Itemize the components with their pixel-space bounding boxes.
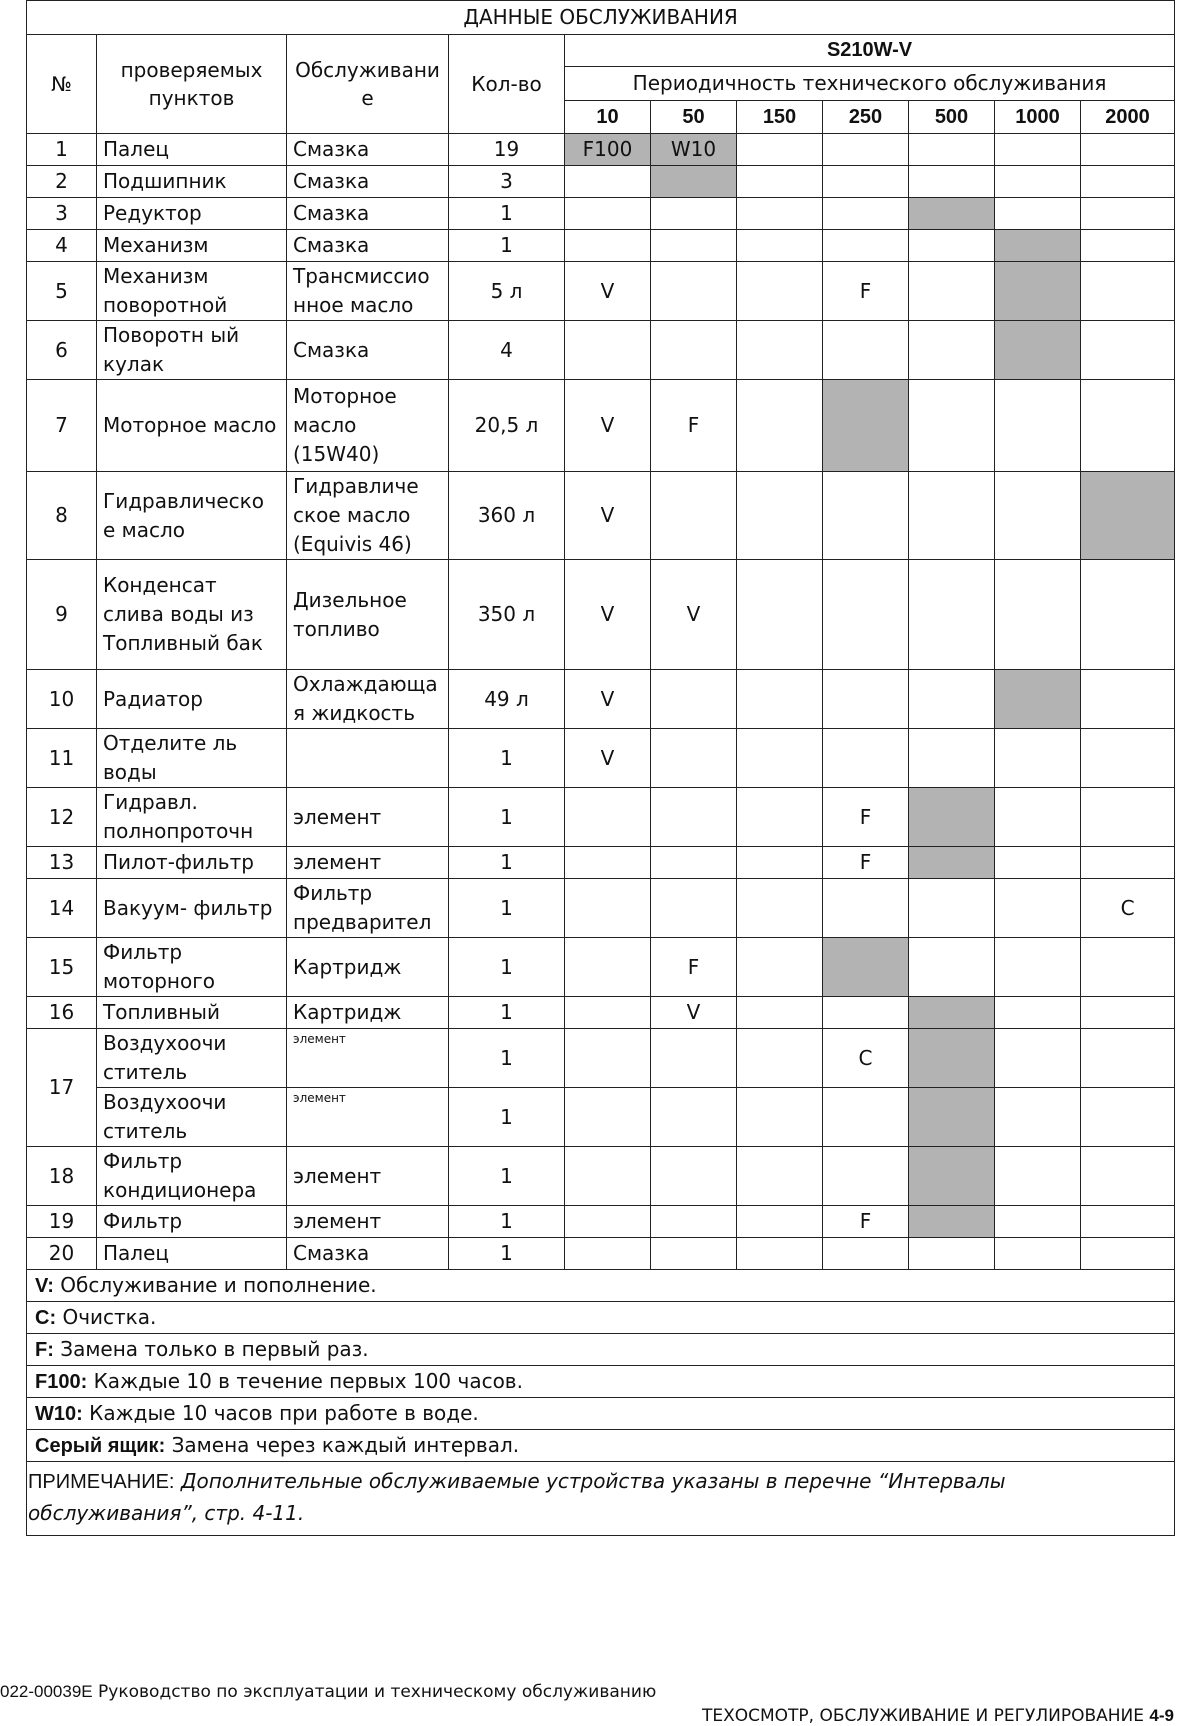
interval-cell <box>737 262 823 321</box>
interval-cell <box>1081 1238 1175 1270</box>
interval-header: 150 <box>737 101 823 134</box>
table-row <box>27 1238 1175 1270</box>
row-number: 12 <box>27 788 97 847</box>
interval-cell: V <box>565 472 651 560</box>
table-title: ДАННЫЕ ОБСЛУЖИВАНИЯ <box>27 1 1175 35</box>
interval-cell <box>565 879 651 938</box>
row-qty: 1 <box>449 997 565 1029</box>
table-row <box>27 321 1175 380</box>
row-qty: 1 <box>449 198 565 230</box>
interval-cell <box>565 230 651 262</box>
note-key: ПРИМЕЧАНИЕ: <box>28 1471 175 1493</box>
row-item: Воздухоочи ститель <box>97 1088 287 1147</box>
interval-cell <box>565 847 651 879</box>
table-row <box>27 198 1175 230</box>
table-row <box>27 997 1175 1029</box>
row-qty: 360 л <box>449 472 565 560</box>
row-qty: 1 <box>449 1238 565 1270</box>
legend-row <box>27 1398 1175 1430</box>
interval-cell <box>909 788 995 847</box>
interval-cell <box>995 879 1081 938</box>
interval-cell <box>995 1147 1081 1206</box>
interval-cell <box>995 472 1081 560</box>
interval-cell <box>995 1029 1081 1088</box>
row-qty: 5 л <box>449 262 565 321</box>
interval-cell <box>737 879 823 938</box>
row-item: Отделите ль воды <box>97 729 287 788</box>
interval-cell <box>565 1238 651 1270</box>
row-service: Охлаждающа я жидкость <box>287 670 449 729</box>
interval-cell <box>565 321 651 380</box>
interval-cell <box>1081 230 1175 262</box>
interval-cell: V <box>651 560 737 670</box>
interval-cell <box>737 997 823 1029</box>
interval-cell: W10 <box>651 134 737 166</box>
interval-cell <box>737 380 823 472</box>
row-number: 4 <box>27 230 97 262</box>
interval-cell <box>651 166 737 198</box>
interval-cell <box>651 1029 737 1088</box>
interval-cell <box>995 1088 1081 1147</box>
row-service: Дизельное топливо <box>287 560 449 670</box>
row-item: Палец <box>97 1238 287 1270</box>
legend-text: Очистка. <box>56 1304 157 1329</box>
maintenance-document <box>26 0 1174 1536</box>
table-row <box>27 847 1175 879</box>
legend-row <box>27 1302 1175 1334</box>
row-item: Гидравл. полнопроточн <box>97 788 287 847</box>
row-number: 18 <box>27 1147 97 1206</box>
legend-text: Замена только в первый раз. <box>53 1336 369 1361</box>
interval-cell <box>909 1088 995 1147</box>
model-header: S210W-V <box>565 35 1175 67</box>
row-number: 7 <box>27 380 97 472</box>
interval-cell <box>995 560 1081 670</box>
row-service: Трансмиссио нное масло <box>287 262 449 321</box>
interval-cell <box>823 1147 909 1206</box>
row-item: Радиатор <box>97 670 287 729</box>
interval-cell <box>823 166 909 198</box>
interval-cell <box>1081 788 1175 847</box>
table-row <box>27 380 1175 472</box>
row-qty: 1 <box>449 1088 565 1147</box>
interval-cell <box>651 321 737 380</box>
row-number: 16 <box>27 997 97 1029</box>
row-number: 10 <box>27 670 97 729</box>
legend-row <box>27 1334 1175 1366</box>
footer-page-number: 4-9 <box>1149 1706 1174 1725</box>
legend-row <box>27 1270 1175 1302</box>
row-item: Воздухоочи ститель <box>97 1029 287 1088</box>
table-row <box>27 729 1175 788</box>
row-number: 6 <box>27 321 97 380</box>
row-number: 3 <box>27 198 97 230</box>
interval-cell: V <box>565 560 651 670</box>
interval-header: 50 <box>651 101 737 134</box>
interval-cell <box>737 321 823 380</box>
table-row <box>27 1147 1175 1206</box>
row-qty: 350 л <box>449 560 565 670</box>
legend-key: F: <box>35 1338 54 1361</box>
interval-cell: F <box>823 1206 909 1238</box>
interval-cell <box>823 670 909 729</box>
interval-cell <box>651 1206 737 1238</box>
row-qty: 3 <box>449 166 565 198</box>
interval-header: 10 <box>565 101 651 134</box>
interval-cell <box>823 879 909 938</box>
row-number: 2 <box>27 166 97 198</box>
row-item: Фильтр <box>97 1206 287 1238</box>
interval-cell <box>1081 134 1175 166</box>
row-item: Гидравлическо е масло <box>97 472 287 560</box>
interval-cell <box>651 1088 737 1147</box>
row-item: Редуктор <box>97 198 287 230</box>
interval-cell <box>909 134 995 166</box>
interval-header: 250 <box>823 101 909 134</box>
interval-cell <box>737 166 823 198</box>
row-service: Картридж <box>287 997 449 1029</box>
interval-cell <box>995 134 1081 166</box>
interval-cell <box>1081 1147 1175 1206</box>
footer-section: ТЕХОСМОТР, ОБСЛУЖИВАНИЕ И РЕГУЛИРОВАНИЕ <box>701 1706 1145 1726</box>
interval-cell <box>823 997 909 1029</box>
interval-cell <box>995 729 1081 788</box>
interval-cell <box>565 788 651 847</box>
interval-cell <box>1081 670 1175 729</box>
row-qty: 1 <box>449 879 565 938</box>
interval-cell: F100 <box>565 134 651 166</box>
row-item: Фильтр кондиционера <box>97 1147 287 1206</box>
interval-cell <box>909 230 995 262</box>
note-row <box>27 1462 1175 1536</box>
row-item: Топливный <box>97 997 287 1029</box>
table-row <box>27 472 1175 560</box>
table-row <box>27 788 1175 847</box>
row-item: Механизм <box>97 230 287 262</box>
row-number: 11 <box>27 729 97 788</box>
row-qty: 19 <box>449 134 565 166</box>
table-row <box>27 1206 1175 1238</box>
interval-cell: C <box>1081 879 1175 938</box>
interval-cell <box>651 472 737 560</box>
interval-cell <box>995 997 1081 1029</box>
interval-cell <box>651 1238 737 1270</box>
interval-cell <box>995 1206 1081 1238</box>
interval-cell <box>1081 166 1175 198</box>
legend-row <box>27 1366 1175 1398</box>
col-header-qty: Кол-во <box>449 35 565 134</box>
interval-cell <box>565 938 651 997</box>
interval-cell <box>909 1029 995 1088</box>
row-number: 9 <box>27 560 97 670</box>
interval-cell <box>995 198 1081 230</box>
row-service: элемент <box>287 1029 449 1088</box>
legend-key: F100: <box>35 1370 88 1393</box>
row-qty: 1 <box>449 1147 565 1206</box>
row-qty: 1 <box>449 938 565 997</box>
interval-cell <box>909 166 995 198</box>
interval-cell <box>737 560 823 670</box>
row-service: элемент <box>287 1147 449 1206</box>
interval-cell <box>909 560 995 670</box>
row-service: элемент <box>287 788 449 847</box>
interval-cell: V <box>565 729 651 788</box>
interval-cell <box>823 560 909 670</box>
interval-cell <box>737 134 823 166</box>
row-qty: 1 <box>449 847 565 879</box>
interval-cell <box>737 788 823 847</box>
interval-cell <box>995 380 1081 472</box>
row-qty: 49 л <box>449 670 565 729</box>
interval-cell <box>1081 1088 1175 1147</box>
table-row <box>27 670 1175 729</box>
row-qty: 1 <box>449 788 565 847</box>
interval-cell <box>1081 321 1175 380</box>
row-service: Фильтр предварител <box>287 879 449 938</box>
interval-cell <box>909 1206 995 1238</box>
interval-cell: F <box>823 262 909 321</box>
row-qty: 1 <box>449 1206 565 1238</box>
table-row <box>27 262 1175 321</box>
interval-cell <box>909 1238 995 1270</box>
row-number: 8 <box>27 472 97 560</box>
interval-cell <box>909 997 995 1029</box>
interval-cell: V <box>565 262 651 321</box>
interval-cell <box>565 1147 651 1206</box>
row-number: 5 <box>27 262 97 321</box>
table-row <box>27 166 1175 198</box>
interval-cell <box>909 472 995 560</box>
col-header-item: проверяемых пунктов <box>97 35 287 134</box>
legend-text: Замена через каждый интервал. <box>165 1432 520 1457</box>
row-service: Смазка <box>287 134 449 166</box>
interval-cell <box>1081 380 1175 472</box>
table-row <box>27 560 1175 670</box>
interval-cell <box>651 262 737 321</box>
row-qty: 1 <box>449 230 565 262</box>
legend-key: Серый ящик: <box>35 1434 166 1457</box>
table-row <box>27 1088 1175 1147</box>
interval-cell <box>651 1147 737 1206</box>
interval-cell <box>651 198 737 230</box>
period-header: Периодичность технического обслуживания <box>565 67 1175 101</box>
interval-cell <box>1081 560 1175 670</box>
row-service: Гидравличе ское масло (Equivis 46) <box>287 472 449 560</box>
row-item: Подшипник <box>97 166 287 198</box>
interval-cell <box>737 198 823 230</box>
table-row <box>27 134 1175 166</box>
footer-right <box>702 1706 1174 1726</box>
row-service: Смазка <box>287 230 449 262</box>
interval-cell <box>823 134 909 166</box>
interval-cell <box>995 230 1081 262</box>
interval-cell <box>651 670 737 729</box>
interval-cell <box>651 879 737 938</box>
interval-cell <box>1081 1206 1175 1238</box>
interval-cell <box>651 230 737 262</box>
row-service <box>287 729 449 788</box>
interval-cell <box>1081 472 1175 560</box>
row-item: Моторное масло <box>97 380 287 472</box>
interval-cell: V <box>651 997 737 1029</box>
interval-cell: C <box>823 1029 909 1088</box>
interval-cell <box>909 262 995 321</box>
interval-header: 1000 <box>995 101 1081 134</box>
interval-header: 2000 <box>1081 101 1175 134</box>
interval-cell <box>565 166 651 198</box>
interval-cell <box>1081 262 1175 321</box>
row-service: Смазка <box>287 1238 449 1270</box>
row-qty: 1 <box>449 729 565 788</box>
row-number: 14 <box>27 879 97 938</box>
interval-cell <box>995 670 1081 729</box>
col-header-service: Обслуживани е <box>287 35 449 134</box>
interval-cell <box>995 847 1081 879</box>
interval-cell <box>737 472 823 560</box>
row-qty: 1 <box>449 1029 565 1088</box>
interval-cell: F <box>651 380 737 472</box>
row-service: Картридж <box>287 938 449 997</box>
interval-cell <box>651 729 737 788</box>
interval-cell <box>995 321 1081 380</box>
row-service: Смазка <box>287 198 449 230</box>
interval-cell <box>909 198 995 230</box>
interval-cell <box>823 472 909 560</box>
legend-text: Каждые 10 в течение первых 100 часов. <box>87 1368 523 1393</box>
interval-cell <box>995 1238 1081 1270</box>
row-qty: 4 <box>449 321 565 380</box>
row-number: 17 <box>27 1029 97 1147</box>
row-item: Фильтр моторного <box>97 938 287 997</box>
interval-cell <box>995 788 1081 847</box>
footer-left <box>0 1682 656 1702</box>
row-item: Поворотн ый кулак <box>97 321 287 380</box>
interval-cell <box>995 262 1081 321</box>
interval-cell <box>909 847 995 879</box>
interval-cell <box>823 230 909 262</box>
legend-key: W10: <box>35 1402 83 1425</box>
interval-cell <box>823 1088 909 1147</box>
interval-cell <box>565 997 651 1029</box>
interval-cell: F <box>823 788 909 847</box>
row-service: элемент <box>287 847 449 879</box>
row-service: Смазка <box>287 166 449 198</box>
row-service: Смазка <box>287 321 449 380</box>
interval-cell <box>823 380 909 472</box>
interval-cell <box>651 847 737 879</box>
interval-cell: F <box>823 847 909 879</box>
legend-text: Каждые 10 часов при работе в воде. <box>82 1400 479 1425</box>
interval-cell <box>909 938 995 997</box>
interval-cell <box>1081 847 1175 879</box>
row-qty: 20,5 л <box>449 380 565 472</box>
footer-manual-title: Руководство по эксплуатации и техническому обслуживанию <box>92 1682 657 1702</box>
row-service: элемент <box>287 1206 449 1238</box>
interval-cell <box>565 1206 651 1238</box>
interval-cell <box>995 938 1081 997</box>
interval-cell <box>737 1206 823 1238</box>
interval-cell <box>1081 997 1175 1029</box>
interval-cell: V <box>565 380 651 472</box>
row-service: элемент <box>287 1088 449 1147</box>
legend-key: C: <box>35 1306 57 1329</box>
interval-cell <box>909 879 995 938</box>
row-item: Палец <box>97 134 287 166</box>
interval-cell <box>737 670 823 729</box>
interval-cell <box>823 321 909 380</box>
row-number: 19 <box>27 1206 97 1238</box>
interval-cell <box>651 788 737 847</box>
interval-cell <box>1081 938 1175 997</box>
table-row <box>27 1029 1175 1088</box>
interval-cell <box>909 1147 995 1206</box>
legend-row <box>27 1430 1175 1462</box>
interval-cell <box>737 230 823 262</box>
interval-cell <box>823 938 909 997</box>
row-number: 13 <box>27 847 97 879</box>
interval-cell <box>737 1088 823 1147</box>
legend-text: Обслуживание и пополнение. <box>53 1272 377 1297</box>
interval-cell <box>565 1029 651 1088</box>
interval-cell <box>737 938 823 997</box>
interval-cell <box>909 321 995 380</box>
interval-cell <box>823 1238 909 1270</box>
row-item: Вакуум- фильтр <box>97 879 287 938</box>
row-item: Пилот-фильтр <box>97 847 287 879</box>
row-item: Механизм поворотной <box>97 262 287 321</box>
interval-cell <box>823 198 909 230</box>
interval-header: 500 <box>909 101 995 134</box>
interval-cell <box>1081 198 1175 230</box>
interval-cell <box>1081 729 1175 788</box>
row-item: Конденсат слива воды из Топливный бак <box>97 560 287 670</box>
row-number: 20 <box>27 1238 97 1270</box>
col-header-no: № <box>27 35 97 134</box>
interval-cell <box>995 166 1081 198</box>
interval-cell <box>737 729 823 788</box>
interval-cell: F <box>651 938 737 997</box>
row-number: 15 <box>27 938 97 997</box>
interval-cell: V <box>565 670 651 729</box>
interval-cell <box>909 380 995 472</box>
interval-cell <box>737 1147 823 1206</box>
table-row <box>27 938 1175 997</box>
interval-cell <box>1081 1029 1175 1088</box>
maintenance-table <box>26 0 1175 1536</box>
note-text: Дополнительные обслуживаемые устройства указаны в перечне “Интервалы обслуживания”, стр. 4-11. <box>28 1469 1006 1525</box>
interval-cell <box>909 729 995 788</box>
interval-cell <box>909 670 995 729</box>
interval-cell <box>737 1029 823 1088</box>
interval-cell <box>823 729 909 788</box>
table-row <box>27 230 1175 262</box>
row-number: 1 <box>27 134 97 166</box>
footer-code: 022-00039E <box>0 1682 93 1701</box>
row-service: Моторное масло (15W40) <box>287 380 449 472</box>
interval-cell <box>565 1088 651 1147</box>
table-row <box>27 879 1175 938</box>
interval-cell <box>737 1238 823 1270</box>
interval-cell <box>737 847 823 879</box>
interval-cell <box>565 198 651 230</box>
legend-key: V: <box>35 1274 54 1297</box>
